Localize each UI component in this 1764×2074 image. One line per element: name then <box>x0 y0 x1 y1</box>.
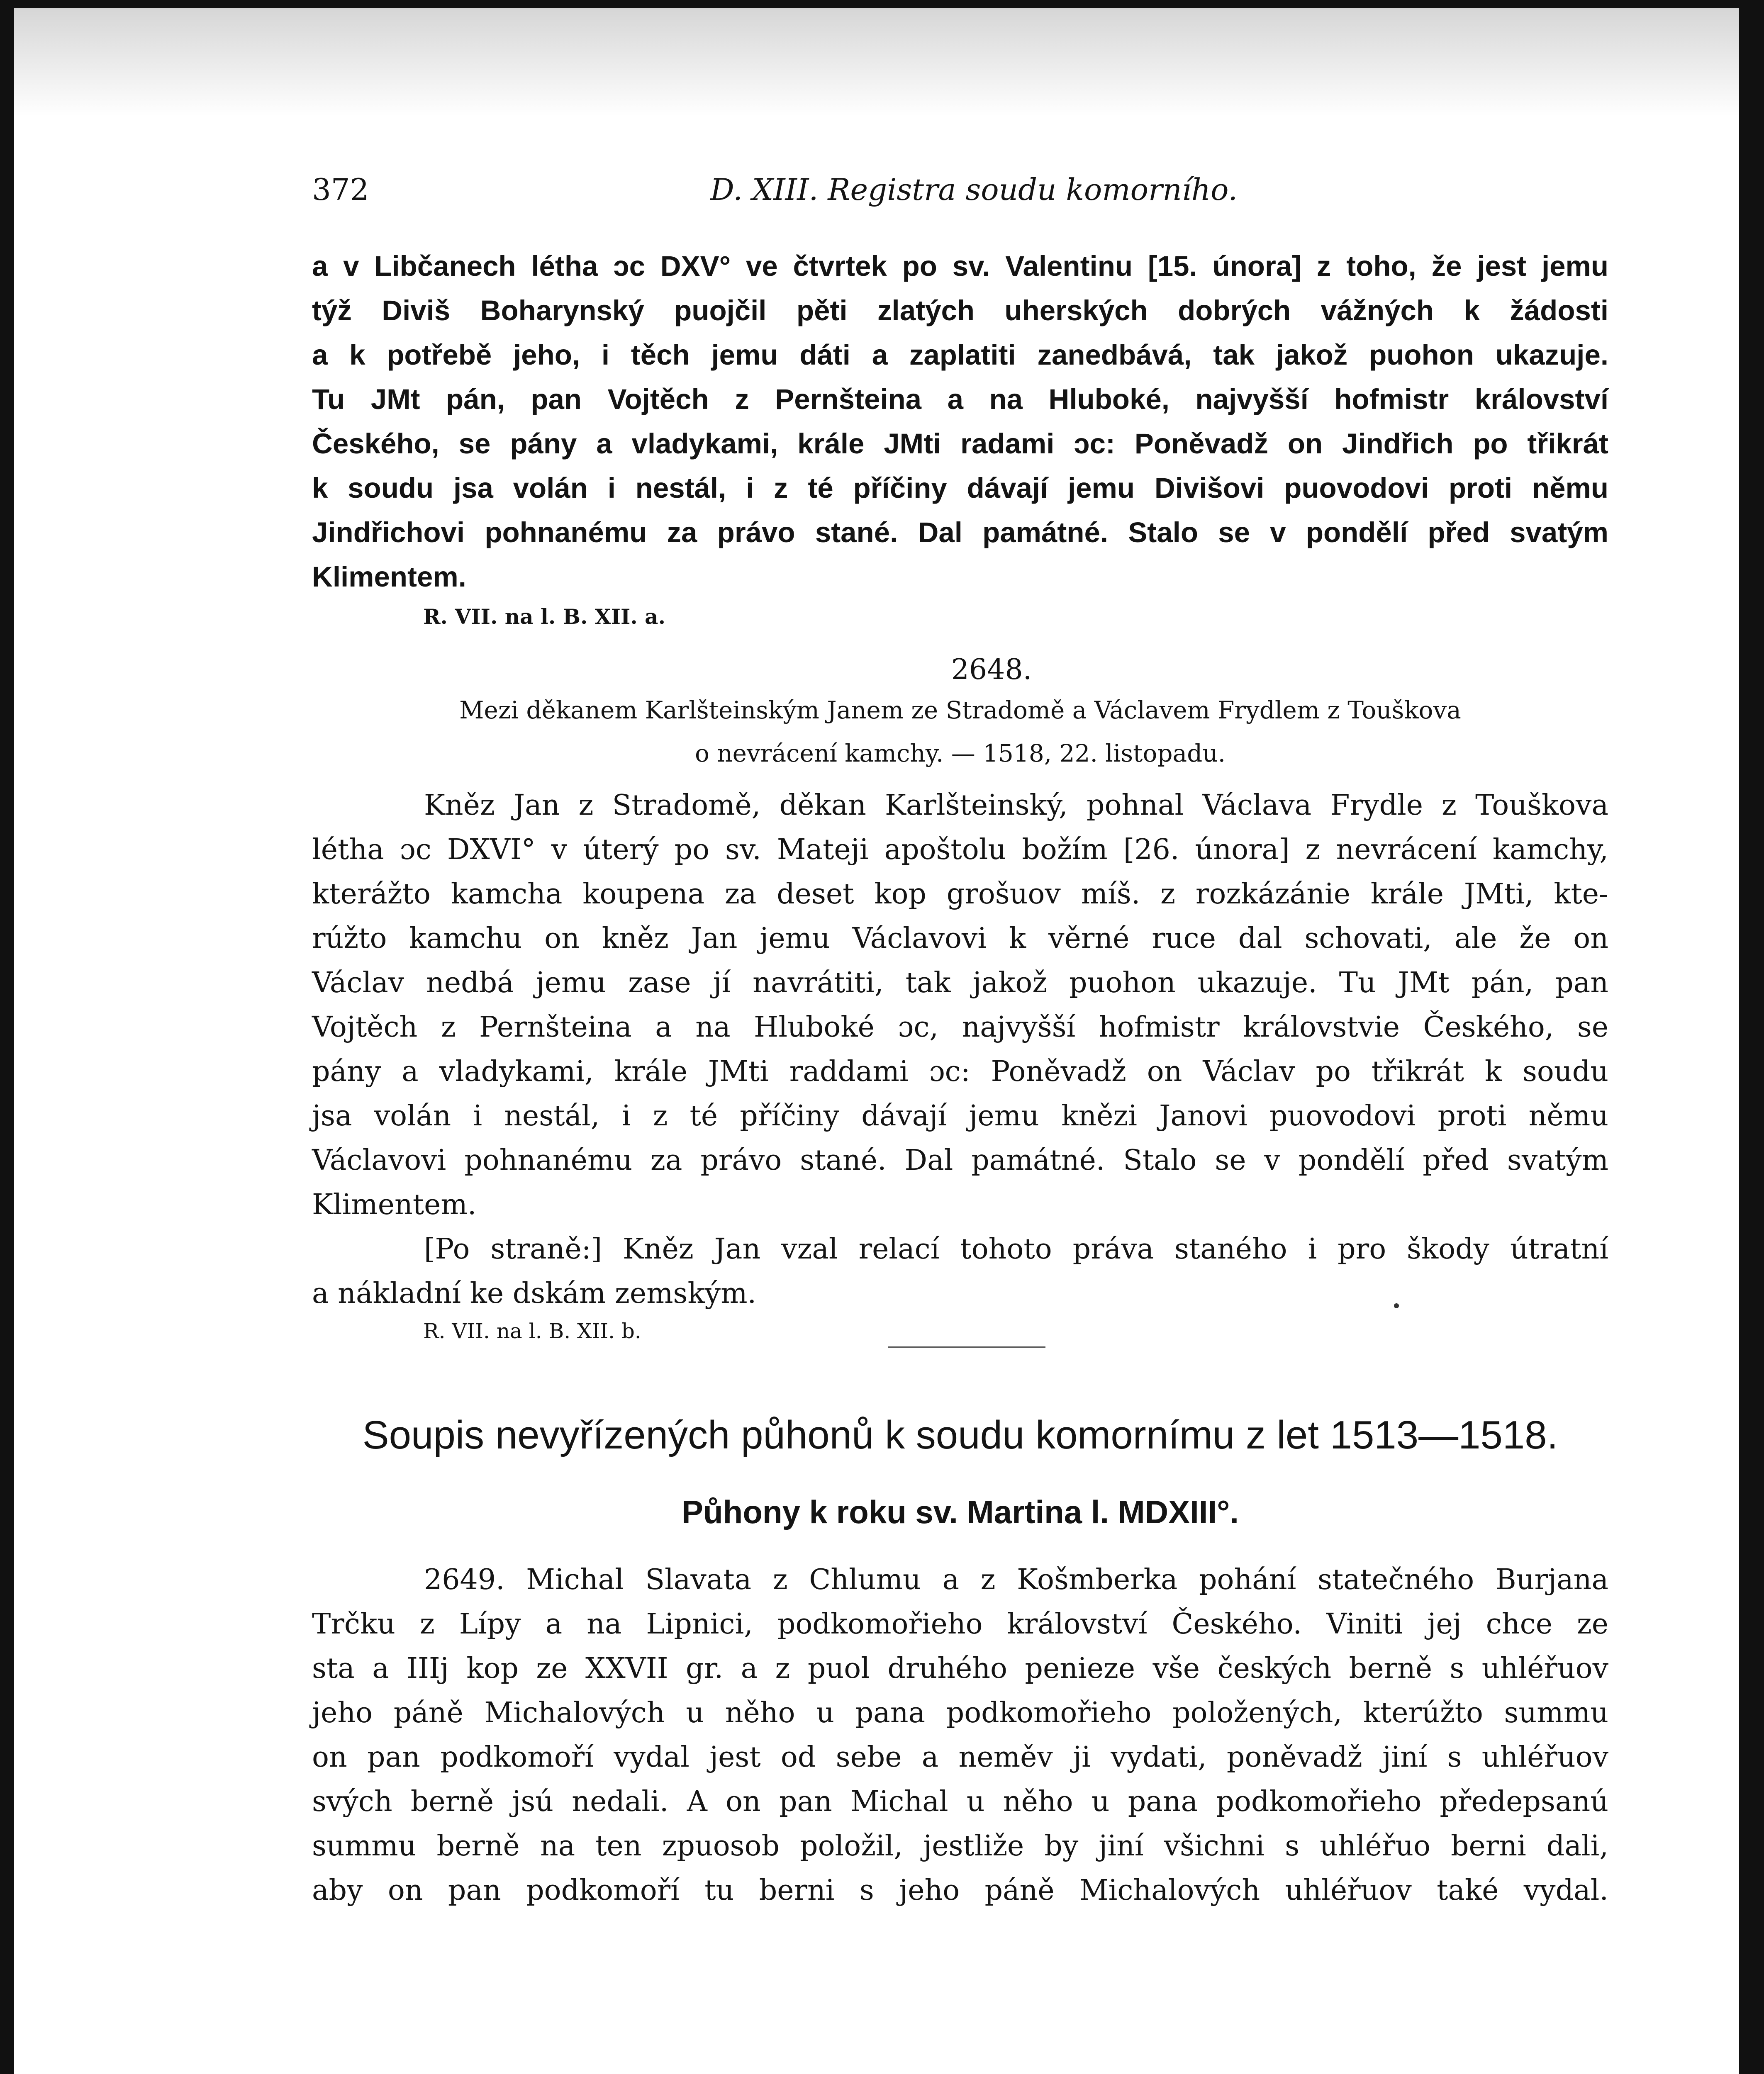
margin-note-line: [Po straně:] Kněz Jan vzal relací tohoto práva staného i pro škody útratní <box>424 1233 1608 1266</box>
text-line: Tu JMt pán, pan Vojtěch z Pernšteina a na Hluboké, najvyšší hofmistr království <box>312 383 1608 415</box>
scan-border-right <box>1739 0 1764 2074</box>
text-line: Kněz Jan z Stradomě, děkan Karlšteinský, pohnal Václava Frydle z Touškova <box>424 789 1608 822</box>
text-line: týž Diviš Boharynský puojčil pěti zlatých uherských dobrých vážných k žádosti <box>312 295 1608 326</box>
text-line: pány a vladykami, krále JMti raddami ɔc: Poněvadž on Václav po třikrát k soudu <box>312 1055 1608 1088</box>
text-line: Vojtěch z Pernšteina a na Hluboké ɔc, najvyšší hofmistr královstvie Českého, se <box>312 1011 1608 1044</box>
entry-2647-text <box>312 244 1608 599</box>
scan-shading <box>14 8 1739 116</box>
text-line: k soudu jsa volán i nestál, i z té příčiny dávají jemu Divišovi puovodovi proti němu <box>312 472 1608 504</box>
text-line: Českého, se pány a vladykami, krále JMti radami ɔc: Poněvadž on Jindřich po třikrát <box>312 428 1608 460</box>
scan-border-top <box>0 0 1764 8</box>
margin-note-line: a nákladní ke dskám zemským. <box>312 1277 757 1310</box>
text-line: svých berně jsú nedali. A on pan Michal u něho u pana podkomořieho předepsanú <box>312 1785 1608 1818</box>
entry-2647-reference: R. VII. na l. B. XII. a. <box>423 604 665 629</box>
text-line: kterážto kamcha koupena za deset kop grošuov míš. z rozkázánie krále JMti, kte- <box>312 878 1608 910</box>
scan-border-left <box>0 0 14 2074</box>
text-line: 2649. Michal Slavata z Chlumu a z Košmberka pohání statečného Burjana <box>424 1563 1608 1596</box>
entry-2648-reference: R. VII. na l. B. XII. b. <box>423 1319 641 1343</box>
text-line: sta a IIIj kop ze XXVII gr. a z puol druhého penieze vše českých berně s uhléřuov <box>312 1652 1608 1685</box>
text-line: Klimentem. <box>312 1188 477 1221</box>
text-line: summu berně na ten zpuosob položil, jestliže by jiní všichni s uhléřuo berni dali, <box>312 1830 1608 1862</box>
text-line: Klimentem. <box>312 561 466 593</box>
text-line: rúžto kamchu on kněz Jan jemu Václavovi k věrné ruce dal schovati, ale že on <box>312 922 1608 955</box>
section-divider <box>888 1346 1045 1348</box>
page-number: 372 <box>312 172 369 207</box>
text-line: létha ɔc DXVI° v úterý po sv. Mateji apoštolu božím [26. února] z nevrácení kamchy, <box>312 833 1608 866</box>
entry-2648-summary-2: o nevrácení kamchy. — 1518, 22. listopadu. <box>694 739 1226 767</box>
running-title: D. XIII. Registra soudu komorního. <box>710 172 1238 207</box>
stray-mark <box>1394 1303 1399 1308</box>
text-line: jsa volán i nestál, i z té příčiny dávají jemu knězi Janovi puovodovi proti němu <box>312 1100 1608 1132</box>
entry-2649-text <box>312 1558 1608 1913</box>
text-line: Jindřichovi pohnanému za právo stané. Dal památné. Stalo se v pondělí před svatým <box>312 516 1608 548</box>
entry-2648-summary-1: Mezi děkanem Karlšteinským Janem ze Stradomě a Václavem Frydlem z Touškova <box>459 696 1461 724</box>
section-title: Soupis nevyřízených půhonů k soudu komornímu z let 1513—1518. <box>362 1413 1558 1457</box>
section-subtitle: Půhony k roku sv. Martina l. MDXIII°. <box>682 1494 1239 1530</box>
running-header <box>312 172 1608 218</box>
entry-2648-number: 2648. <box>951 653 1032 686</box>
text-line: Václavovi pohnanému za právo stané. Dal památné. Stalo se v pondělí před svatým <box>312 1144 1608 1177</box>
text-line: aby on pan podkomoří tu berni s jeho páně Michalových uhléřuov také vydal. <box>312 1874 1608 1907</box>
text-line: Trčku z Lípy a na Lipnici, podkomořieho království Českého. Viniti jej chce ze <box>312 1608 1608 1641</box>
entry-2648-text <box>312 783 1608 1316</box>
text-line: a k potřebě jeho, i těch jemu dáti a zaplatiti zanedbává, tak jakož puohon ukazuje. <box>312 339 1608 371</box>
text-line: on pan podkomoří vydal jest od sebe a neměv ji vydati, poněvadž jiní s uhléřuov <box>312 1741 1608 1774</box>
text-line: a v Libčanech létha ɔc DXV° ve čtvrtek po sv. Valentinu [15. února] z toho, že jest jemu <box>312 250 1608 282</box>
text-line: jeho páně Michalových u něho u pana podkomořieho položených, kterúžto summu <box>312 1697 1608 1729</box>
text-line: Václav nedbá jemu zase jí navrátiti, tak jakož puohon ukazuje. Tu JMt pán, pan <box>312 966 1608 999</box>
